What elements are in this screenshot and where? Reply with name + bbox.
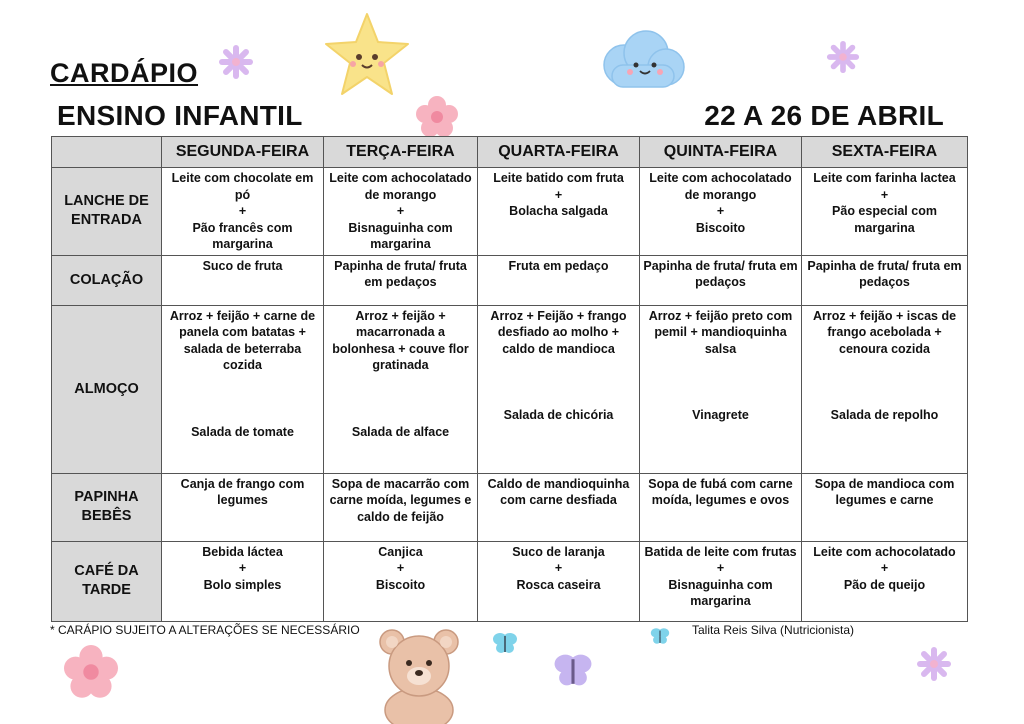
menu-item-line: desfiado ao molho +	[497, 325, 620, 339]
menu-item-line: Bolo simples	[203, 577, 282, 592]
day-header-monday: SEGUNDA-FEIRA	[162, 137, 324, 168]
menu-item-line: cenoura cozida	[839, 341, 930, 356]
menu-cell	[478, 541, 640, 621]
menu-item-line: Arroz + feijão + carne de	[169, 308, 316, 323]
menu-item-line: panela com batatas +	[179, 325, 306, 339]
menu-item-line: Arroz + feijão +	[355, 308, 446, 323]
menu-item-line: macarronada a	[356, 325, 445, 339]
menu-item-line: Salada de alface	[351, 424, 450, 439]
menu-item-line: +	[238, 204, 247, 218]
menu-item-line: bolonhesa + couve flor	[332, 341, 469, 356]
menu-item-line: de morango	[364, 187, 437, 202]
menu-item-line: Canjica	[378, 544, 423, 559]
menu-title: CARDÁPIO	[50, 58, 199, 88]
menu-cell	[162, 255, 324, 305]
menu-item-line: margarina	[212, 237, 273, 251]
menu-cell	[478, 255, 640, 305]
menu-item-line: Arroz + feijão preto com	[648, 308, 793, 323]
menu-item-line: +	[716, 561, 725, 575]
menu-item-line: em pedaços	[364, 275, 437, 289]
meal-label-line: LANCHE DE	[64, 193, 149, 210]
menu-item-line: carne moída, legumes e	[329, 493, 472, 507]
butterfly-icon	[552, 650, 594, 690]
menu-item-line: +	[716, 204, 725, 218]
menu-cell	[640, 305, 802, 473]
meal-label-line: ENTRADA	[71, 212, 142, 229]
flower-icon	[916, 646, 952, 682]
meal-row	[52, 541, 968, 621]
menu-item-line: Batida de leite com frutas	[644, 544, 797, 559]
menu-item-line: +	[554, 561, 563, 575]
meal-label-line: ALMOÇO	[74, 380, 139, 397]
menu-item-line: +	[880, 561, 889, 575]
menu-cell	[640, 473, 802, 541]
weekly-menu-table	[51, 136, 968, 622]
menu-cell	[478, 305, 640, 473]
menu-cell	[162, 473, 324, 541]
flower-icon	[415, 96, 459, 138]
menu-item-line: moída, legumes e ovos	[651, 493, 790, 507]
menu-item-line: Sopa de macarrão com	[331, 476, 470, 491]
menu-item-line: de morango	[684, 187, 757, 202]
menu-item-line: Bolacha salgada	[509, 204, 608, 218]
menu-item-line: Leite com achocolatado	[329, 171, 472, 185]
meal-row	[52, 255, 968, 305]
menu-item-line: margarina	[370, 237, 431, 251]
menu-item-line: Rosca caseira	[516, 577, 601, 592]
menu-item-line: Biscoito	[375, 577, 426, 592]
menu-item-line: +	[554, 187, 563, 202]
menu-item-line: Biscoito	[695, 220, 746, 235]
menu-item-line: Suco de laranja	[512, 544, 605, 559]
menu-cell	[640, 541, 802, 621]
menu-item-line: Bebida láctea	[202, 544, 283, 559]
cell-spacer	[643, 357, 798, 407]
meal-label-line: CAFÉ DA	[74, 563, 139, 579]
cell-spacer	[805, 357, 964, 407]
menu-item-line: Canja de frango com	[180, 476, 305, 491]
teddy-bear-icon	[372, 626, 466, 724]
menu-item-line: legumes	[217, 493, 268, 507]
menu-cell	[478, 473, 640, 541]
menu-item-line: +	[880, 187, 889, 202]
menu-cell	[478, 168, 640, 256]
menu-item-line: Suco de fruta	[202, 258, 283, 273]
menu-item-line: +	[238, 561, 247, 575]
menu-cell	[324, 305, 478, 473]
menu-cell	[802, 168, 968, 256]
meal-row	[52, 305, 968, 473]
meal-row	[52, 473, 968, 541]
cell-spacer	[327, 374, 474, 424]
day-header-tuesday: TERÇA-FEIRA	[324, 137, 478, 168]
menu-item-line: Leite com achocolatado	[649, 171, 792, 185]
cell-spacer	[165, 374, 320, 424]
menu-item-line: frango acebolada +	[827, 325, 942, 339]
meal-label	[52, 305, 162, 473]
nutritionist-signature: Talita Reis Silva (Nutricionista)	[692, 623, 855, 637]
menu-item-line: Arroz + feijão + iscas de	[812, 308, 957, 323]
menu-cell	[162, 305, 324, 473]
menu-item-line: legumes e carne	[835, 493, 934, 507]
school-level-heading: ENSINO INFANTIL	[57, 100, 303, 131]
day-header-row	[52, 137, 968, 168]
meal-label	[52, 168, 162, 256]
menu-item-line: salada de beterraba	[183, 341, 302, 356]
menu-item-line: +	[396, 561, 405, 575]
menu-item-line: +	[396, 204, 405, 218]
menu-item-line: salsa	[704, 341, 737, 356]
flower-icon	[218, 44, 254, 80]
menu-item-line: cozida	[223, 358, 262, 372]
menu-cell	[162, 541, 324, 621]
menu-item-line: Arroz + Feijão + frango	[490, 308, 627, 323]
menu-item-line: pedaços	[859, 275, 910, 289]
menu-cell	[324, 255, 478, 305]
menu-item-line: Vinagrete	[692, 408, 749, 422]
flower-icon	[62, 645, 120, 699]
meal-label	[52, 541, 162, 621]
day-header-friday: SEXTA-FEIRA	[802, 137, 968, 168]
menu-item-line: Caldo de mandioquinha	[487, 476, 630, 491]
menu-item-line: com carne desfiada	[500, 493, 617, 507]
menu-item-line: Pão de queijo	[843, 577, 926, 592]
menu-item-line: Sopa de fubá com carne	[648, 476, 793, 491]
meal-label	[52, 255, 162, 305]
menu-item-line: Bisnaguinha com	[668, 577, 773, 592]
cell-spacer	[481, 357, 636, 407]
menu-item-line: Pão especial com	[832, 204, 937, 218]
butterfly-icon	[650, 626, 670, 646]
meal-label-line: COLAÇÃO	[69, 271, 144, 288]
meal-label	[52, 473, 162, 541]
menu-item-line: Papinha de fruta/ fruta em	[807, 258, 962, 273]
menu-item-line: pedaços	[695, 275, 746, 289]
flower-icon	[826, 40, 860, 74]
menu-item-line: caldo de mandioca	[502, 341, 615, 356]
butterfly-icon	[492, 630, 518, 656]
menu-item-line: Sopa de mandioca com	[814, 476, 955, 491]
corner-cell	[52, 137, 162, 168]
cloud-icon	[594, 25, 690, 97]
menu-cell	[802, 255, 968, 305]
menu-item-line: gratinada	[372, 358, 429, 372]
disclaimer-note: * CARÁPIO SUJEITO A ALTERAÇÕES SE NECESSÁRIO	[50, 623, 360, 637]
menu-item-line: Fruta em pedaço	[508, 258, 609, 273]
star-icon	[322, 10, 412, 100]
menu-item-line: Bisnaguinha com	[348, 220, 453, 235]
day-header-thursday: QUINTA-FEIRA	[640, 137, 802, 168]
menu-item-line: Papinha de fruta/ fruta em	[643, 258, 798, 273]
menu-cell	[802, 541, 968, 621]
menu-item-line: margarina	[690, 594, 751, 608]
menu-item-line: pó	[234, 187, 251, 202]
day-header-wednesday: QUARTA-FEIRA	[478, 137, 640, 168]
menu-item-line: Leite com achocolatado	[813, 544, 956, 559]
menu-item-line: Leite com farinha lactea	[813, 171, 956, 185]
menu-item-line: Salada de repolho	[830, 408, 939, 422]
menu-cell	[802, 305, 968, 473]
menu-item-line: Leite com chocolate em	[171, 171, 314, 185]
menu-cell	[802, 473, 968, 541]
meal-label-line: PAPINHA	[74, 489, 139, 505]
menu-cell	[324, 168, 478, 256]
meal-label-line: TARDE	[82, 582, 131, 598]
menu-item-line: margarina	[854, 220, 915, 235]
menu-cell	[324, 473, 478, 541]
menu-item-line: Leite batido com fruta	[493, 171, 624, 185]
menu-cell	[640, 168, 802, 256]
menu-item-line: pemil + mandioquinha	[654, 325, 787, 339]
menu-item-line: Salada de chicória	[503, 408, 614, 422]
menu-item-line: Papinha de fruta/ fruta	[334, 258, 467, 273]
menu-cell	[640, 255, 802, 305]
menu-cell	[324, 541, 478, 621]
menu-item-line: caldo de feijão	[357, 509, 444, 524]
menu-item-line: Salada de tomate	[191, 424, 294, 439]
menu-item-line: Pão francês com	[192, 220, 293, 235]
date-range-heading: 22 A 26 DE ABRIL	[704, 100, 944, 131]
menu-cell	[162, 168, 324, 256]
meal-label-line: BEBÊS	[81, 508, 132, 524]
meal-row	[52, 168, 968, 256]
